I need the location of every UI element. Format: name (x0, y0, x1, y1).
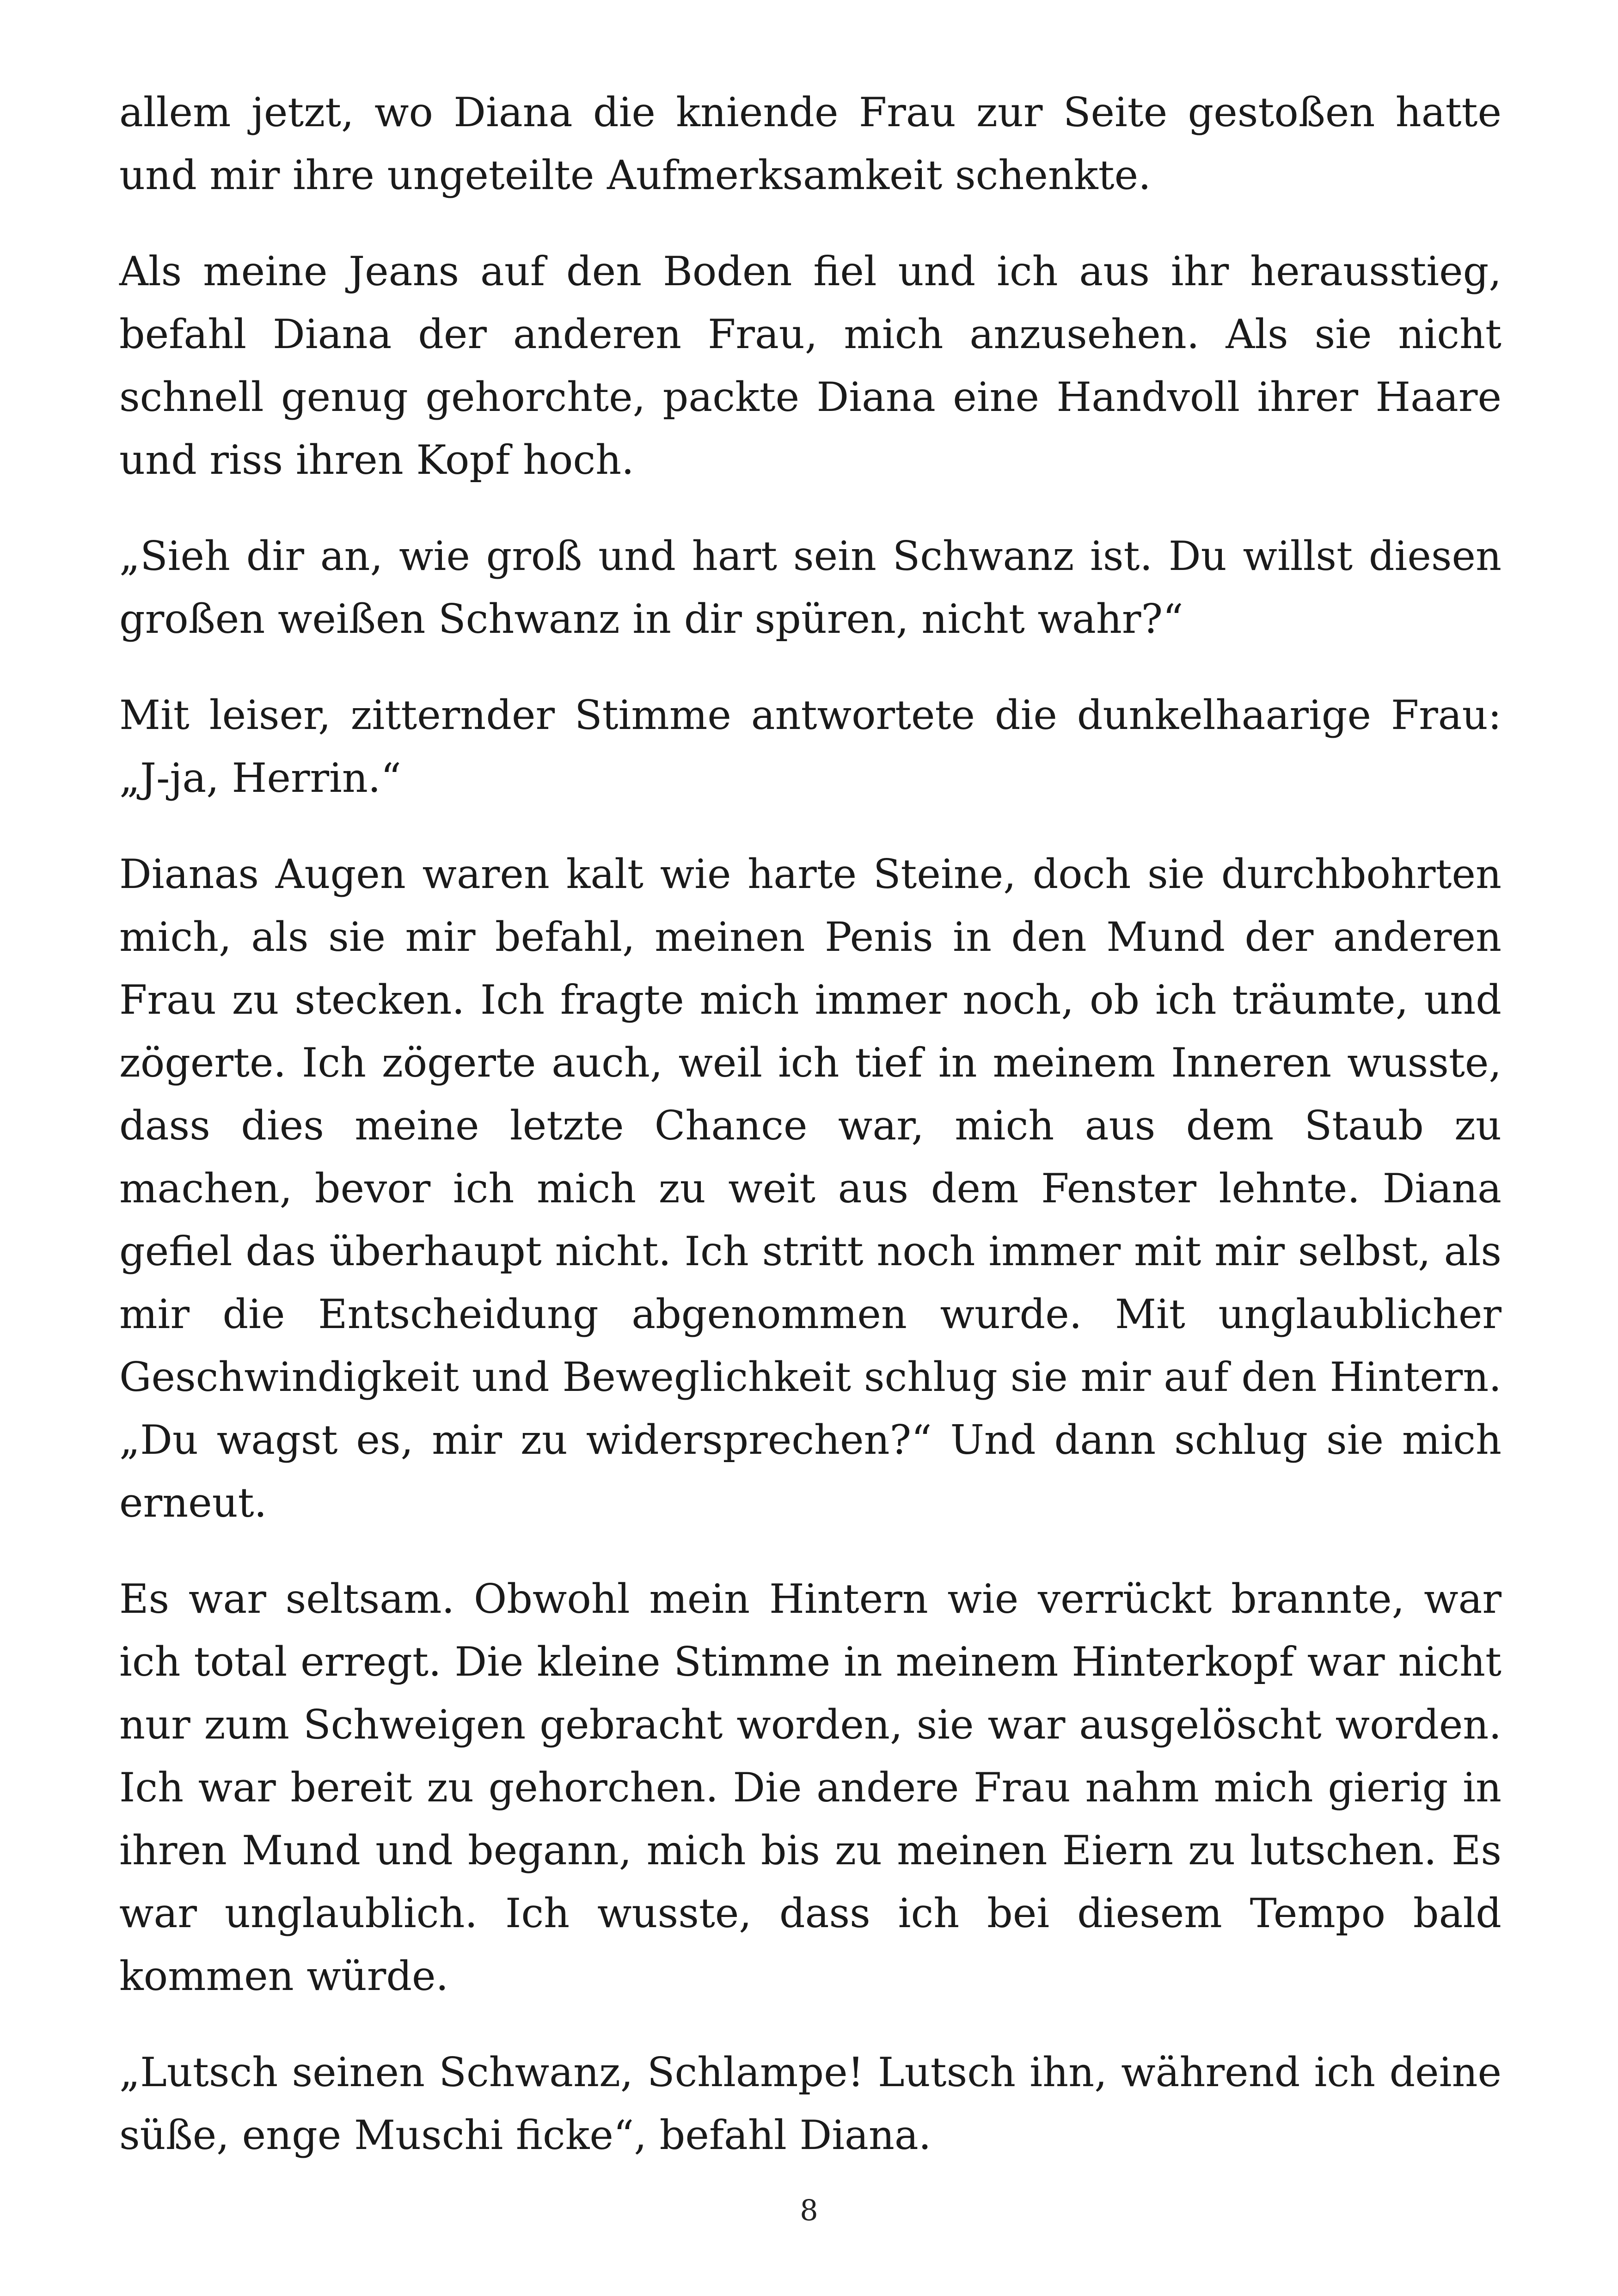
paragraph-4: Mit leiser, zitternder Stimme antwortete die dunkelhaarige Frau: „J-ja, Herrin.“ (119, 692, 1502, 802)
paragraph-3: „Sieh dir an, wie groß und hart sein Schwanz ist. Du willst diesen großen weißen Schwanz in dir spüren, nicht wahr?“ (119, 533, 1502, 643)
paragraph-6: Es war seltsam. Obwohl mein Hintern wie verrückt brannte, war ich total erregt. Die kleine Stimme in meinem Hinterkopf war nicht nur zum Schweigen gebracht worden, sie war ausgelöscht worden. Ich war bereit zu gehorchen. Die andere Frau nahm mich gierig in ihren Mund und begann, mich bis zu meinen Eiern zu lutschen. Es war unglaublich. Ich wusste, dass ich bei diesem Tempo bald kommen würde. (119, 1575, 1502, 2000)
paragraph-1: allem jetzt, wo Diana die kniende Frau zur Seite gestoßen hatte und mir ihre ungeteilte Aufmerksamkeit schenkte. (119, 89, 1502, 199)
page-number: 8 (800, 2193, 818, 2227)
paragraph-7: „Lutsch seinen Schwanz, Schlampe! Lutsch ihn, während ich deine süße, enge Muschi ficke“, befahl Diana. (119, 2049, 1502, 2159)
paragraph-2: Als meine Jeans auf den Boden fiel und ich aus ihr herausstieg, befahl Diana der anderen Frau, mich anzusehen. Als sie nicht schnell genug gehorchte, packte Diana eine Handvoll ihrer Haare und riss ihren Kopf hoch. (119, 248, 1502, 484)
page-body (119, 81, 1502, 2200)
paragraph-5: Dianas Augen waren kalt wie harte Steine, doch sie durchbohrten mich, als sie mir befahl, meinen Penis in den Mund der anderen Frau zu stecken. Ich fragte mich immer noch, ob ich träumte, und zögerte. Ich zögerte auch, weil ich tief in meinem Inneren wusste, dass dies meine letzte Chance war, mich aus dem Staub zu machen, bevor ich mich zu weit aus dem Fenster lehnte. Diana gefiel das überhaupt nicht. Ich stritt noch immer mit mir selbst, als mir die Entscheidung abgenommen wurde. Mit unglaublicher Geschwindigkeit und Beweglichkeit schlug sie mir auf den Hintern. „Du wagst es, mir zu widersprechen?“ Und dann schlug sie mich erneut. (119, 851, 1502, 1526)
